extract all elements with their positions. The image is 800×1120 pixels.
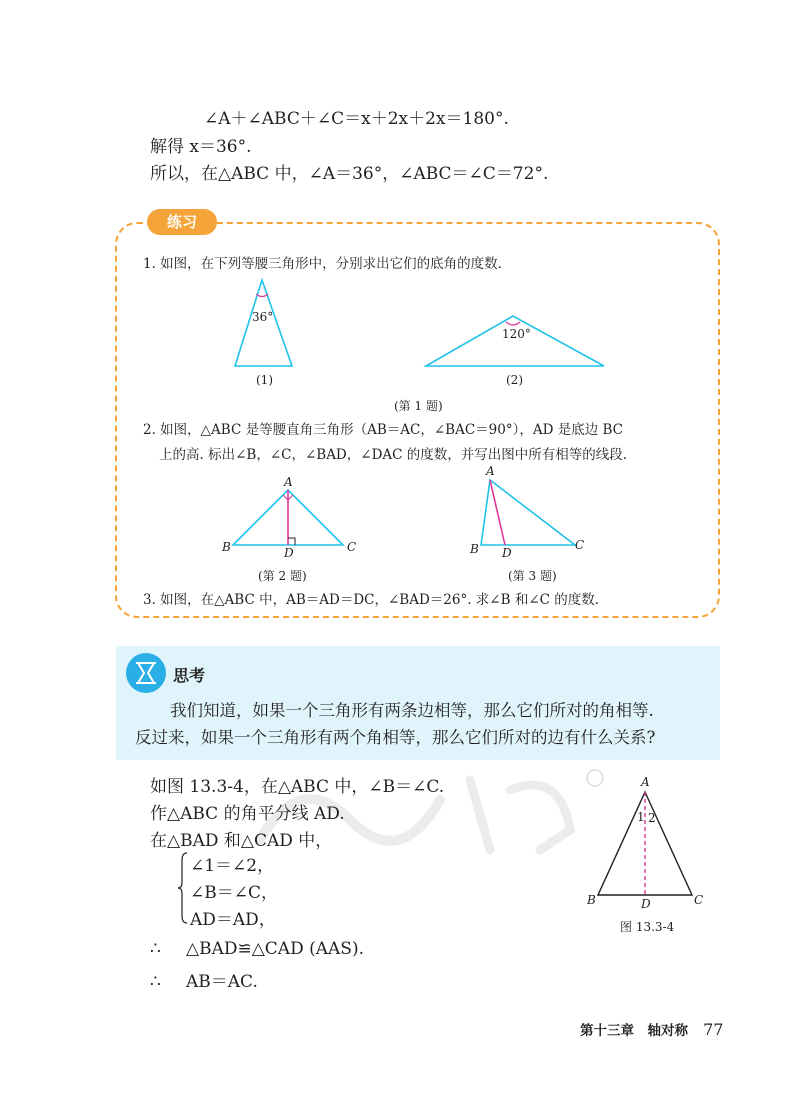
fig-13-3-4-label-a: A [641,775,650,789]
fig-13-3-4-label-d: D [641,897,651,911]
fig-13-3-4-angle-1: 1 [637,810,645,824]
system-line-1: ∠1＝∠2， [190,856,275,876]
figure-1-angle-label: 36° [252,310,274,324]
fig-13-3-4-angle-2: 2 [648,811,656,825]
system-line-2: ∠B＝∠C， [190,883,278,903]
page-number: 77 [703,1020,724,1039]
fig-13-3-4-label-c: C [694,893,704,907]
system-line-3: AD＝AD， [190,910,276,930]
page-footer [580,1019,723,1039]
q2-label-b: B [222,540,231,554]
fig-13-3-4-label-b: B [587,893,596,907]
proof-line-5: AB＝AC. [186,972,258,992]
exercise-tab: 练习 [147,209,217,235]
brace [178,852,188,924]
question-1: 1. 如图，在下列等腰三角形中，分别求出它们的底角的度数. [143,256,502,272]
q2-label-c: C [347,540,357,554]
think-line-2: 反过来，如果一个三角形有两个角相等，那么它们所对的边有什么关系? [135,728,656,747]
fig-13-3-4-caption: 图 13.3-4 [620,920,675,934]
figure-1-caption: (1) [256,373,273,387]
think-line-1: 我们知道，如果一个三角形有两条边相等，那么它们所对的角相等. [170,701,654,720]
hourglass-icon [126,653,166,693]
q3-label-a: A [486,464,495,478]
proof-line-1: 如图 13.3-4，在△ABC 中，∠B＝∠C. [150,777,445,797]
q3-label-b: B [470,542,479,556]
conclusion-line: 所以，在△ABC 中，∠A＝36°，∠ABC＝∠C＝72°. [150,164,549,184]
q2-figure-caption: (第 2 题) [258,569,307,583]
figure-2-caption: (2) [506,373,523,387]
therefore-symbol-1: ∴ [150,939,161,959]
question-2-line-1: 2. 如图，△ABC 是等腰直角三角形（AB＝AC，∠BAC＝90°），AD 是底边 BC [143,422,623,438]
q3-figure-caption: (第 3 题) [508,569,557,583]
q2-label-d: D [284,546,294,560]
solve-line: 解得 x＝36°. [150,137,252,157]
question-2-line-2: 上的高. 标出∠B，∠C，∠BAD，∠DAC 的度数，并写出图中所有相等的线段. [159,447,628,463]
question-2-figure [225,480,355,555]
q3-label-d: D [502,546,512,560]
q2-label-a: A [284,475,293,489]
proof-line-3: 在△BAD 和△CAD 中， [150,831,333,851]
therefore-symbol-2: ∴ [150,972,161,992]
question-3-figure [475,472,585,552]
proof-line-2: 作△ABC 的角平分线 AD. [150,804,345,824]
figure-group-1-caption: (第 1 题) [394,399,443,413]
footer-chapter: 第十三章 轴对称 [580,1023,688,1039]
figure-1-triangle [225,275,305,375]
figure-13-3-4 [590,780,700,900]
question-3: 3. 如图，在△ABC 中，AB＝AD＝DC，∠BAD＝26°. 求∠B 和∠C 的度数. [143,592,600,608]
figure-2-angle-label: 120° [502,327,531,341]
think-title: 思考 [173,666,206,685]
equation-line: ∠A＋∠ABC＋∠C＝x＋2x＋2x＝180°. [204,109,509,129]
q3-label-c: C [575,538,585,552]
proof-line-4: △BAD≌△CAD (AAS). [186,939,364,959]
